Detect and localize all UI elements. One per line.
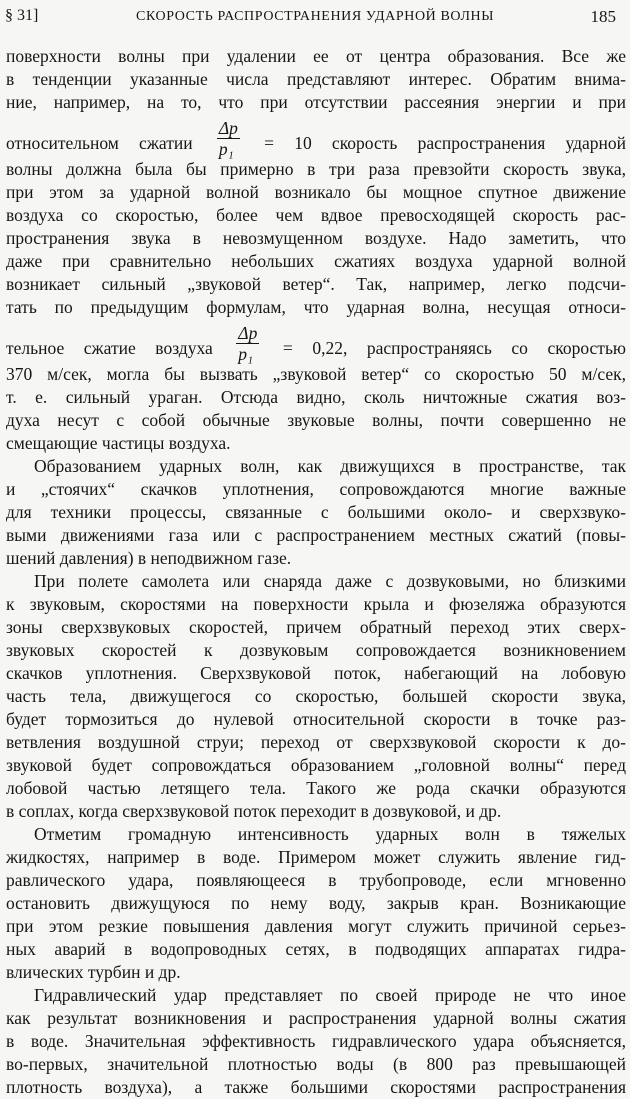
section-number: § 31]: [5, 7, 39, 24]
fraction-delta-p: [236, 323, 259, 364]
text-line: в соплах, когда сверхзвуковой поток переходит в дозвуковой, и др.: [6, 801, 502, 821]
text-line: в тенденции указанные числа представляют интерес. Обратим внима-: [6, 69, 626, 89]
fraction-delta-p: [217, 118, 240, 159]
paragraph-first-line: Гидравлический удар представляет по своей природе не что иное: [34, 985, 626, 1005]
page-number: 185: [590, 7, 616, 26]
text-line: остановить движущуюся по нему воду, закрыв кран. Возникающие: [6, 893, 626, 913]
text-line: как результат возникновения и распространения ударной волны сжатия: [6, 1008, 626, 1028]
text-line: лобовой частью летящего тела. Такого же рода скачки образуются: [6, 778, 626, 798]
text-line: звуковой будет сопровождаться образованием „головной волны“ перед: [6, 755, 626, 775]
text-line: в воде. Значительная эффективность гидравлического удара объясняется,: [6, 1031, 626, 1051]
text-line: плотность воздуха), а также большими скоростями распространения: [6, 1077, 626, 1097]
text-line: возникает сильный „звуковой ветер“. Так, например, легко подсчи-: [6, 274, 626, 294]
running-title: СКОРОСТЬ РАСПРОСТРАНЕНИЯ УДАРНОЙ ВОЛНЫ: [136, 9, 495, 24]
text-line: волны должна была бы примерно в три раза превзойти скорость звука,: [6, 159, 626, 179]
text-line: поверхности волны при удалении ее от центра образования. Все же: [6, 46, 626, 66]
text-line: духа несут с собой обычные звуковые волны, почти совершенно не: [6, 410, 626, 430]
text-line: звуковых скоростей к дозвуковым сопровождается возникновением: [6, 640, 626, 660]
text-line: при этом резкие повышения давления могут служить причиной серьез-: [6, 916, 626, 936]
text-segment: = 10 скорость распространения ударной: [264, 133, 627, 153]
text-line: выми движениями газа или с распространением местных сжатий (повы-: [6, 525, 626, 545]
text-line: зоны сверхзвуковых скоростей, причем обратный переход этих сверх-: [6, 617, 626, 637]
fraction-numerator: Δp: [218, 118, 238, 139]
text-line: воздуха со скоростью, более чем вдвое превосходящей скорость рас-: [6, 205, 626, 225]
text-segment: = 0,22, распространяясь со скоростью: [282, 338, 626, 358]
text-line: и „стоячих“ скачков уплотнения, сопровождаются многие важные: [6, 479, 626, 499]
text-segment: относительном сжатии: [6, 133, 193, 153]
body-text: [6, 45, 626, 1099]
text-line: скачков уплотнения. Сверхзвуковой поток, набегающий на лобовую: [6, 663, 626, 683]
fraction-numerator: Δp: [238, 323, 258, 344]
text-line-with-fraction: [6, 114, 626, 158]
text-line: будет тормозиться до нулевой относительной скорости в точке раз-: [6, 709, 626, 729]
text-segment: тельное сжатие воздуха: [6, 338, 213, 358]
text-line: влических турбин и др.: [6, 962, 181, 982]
text-line: для техники процессы, связанные с большими около- и сверхзвуко-: [6, 502, 626, 522]
text-line-with-fraction: [6, 319, 626, 363]
paragraph-first-line: При полете самолета или снаряда даже с дозвуковыми, но близкими: [34, 571, 626, 591]
text-line: т. е. сильный ураган. Отсюда видно, сколь ничтожные сжатия воз-: [6, 387, 626, 407]
text-line: равлического удара, появляющееся в трубопроводе, если мгновенно: [6, 870, 626, 890]
fraction-denominator: p₁: [238, 344, 254, 365]
fraction-denominator: p₁: [218, 139, 234, 160]
running-header: [0, 7, 630, 31]
text-line: часть тела, движущегося со скоростью, большей скорости звука,: [6, 686, 626, 706]
text-line: ных аварий в водопроводных сетях, в подводящих аппаратах гидра-: [6, 939, 626, 959]
text-line: пространения звука в невозмущенном воздухе. Надо заметить, что: [6, 228, 626, 248]
text-line: к звуковым, скоростями на поверхности крыла и фюзеляжа образуются: [6, 594, 626, 614]
text-line: при этом за ударной волной возникало бы мощное спутное движение: [6, 182, 626, 202]
text-line: даже при сравнительно небольших сжатиях воздуха ударной волной: [6, 251, 626, 271]
text-line: шений давления) в неподвижном газе.: [6, 548, 292, 568]
text-line: ние, например, на то, что при отсутствии рассеяния энергии и при: [6, 92, 626, 112]
paragraph-first-line: Образованием ударных волн, как движущихся в пространстве, так: [34, 456, 626, 476]
text-line: смещающие частицы воздуха.: [6, 433, 231, 453]
text-line: ветвления воздушной струи; переход от сверхзвуковой скорости к до-: [6, 732, 626, 752]
text-line: тать по предыдущим формулам, что ударная волна, несущая относи-: [6, 297, 626, 317]
text-line: во-первых, значительной плотностью воды (в 800 раз превышающей: [6, 1054, 626, 1074]
text-line: 370 м/сек, могла бы вызвать „звуковой ветер“ со скоростью 50 м/сек,: [6, 364, 626, 384]
paragraph-first-line: Отметим громадную интенсивность ударных волн в тяжелых: [34, 824, 626, 844]
text-line: жидкостях, например в воде. Примером может служить явление гид-: [6, 847, 626, 867]
